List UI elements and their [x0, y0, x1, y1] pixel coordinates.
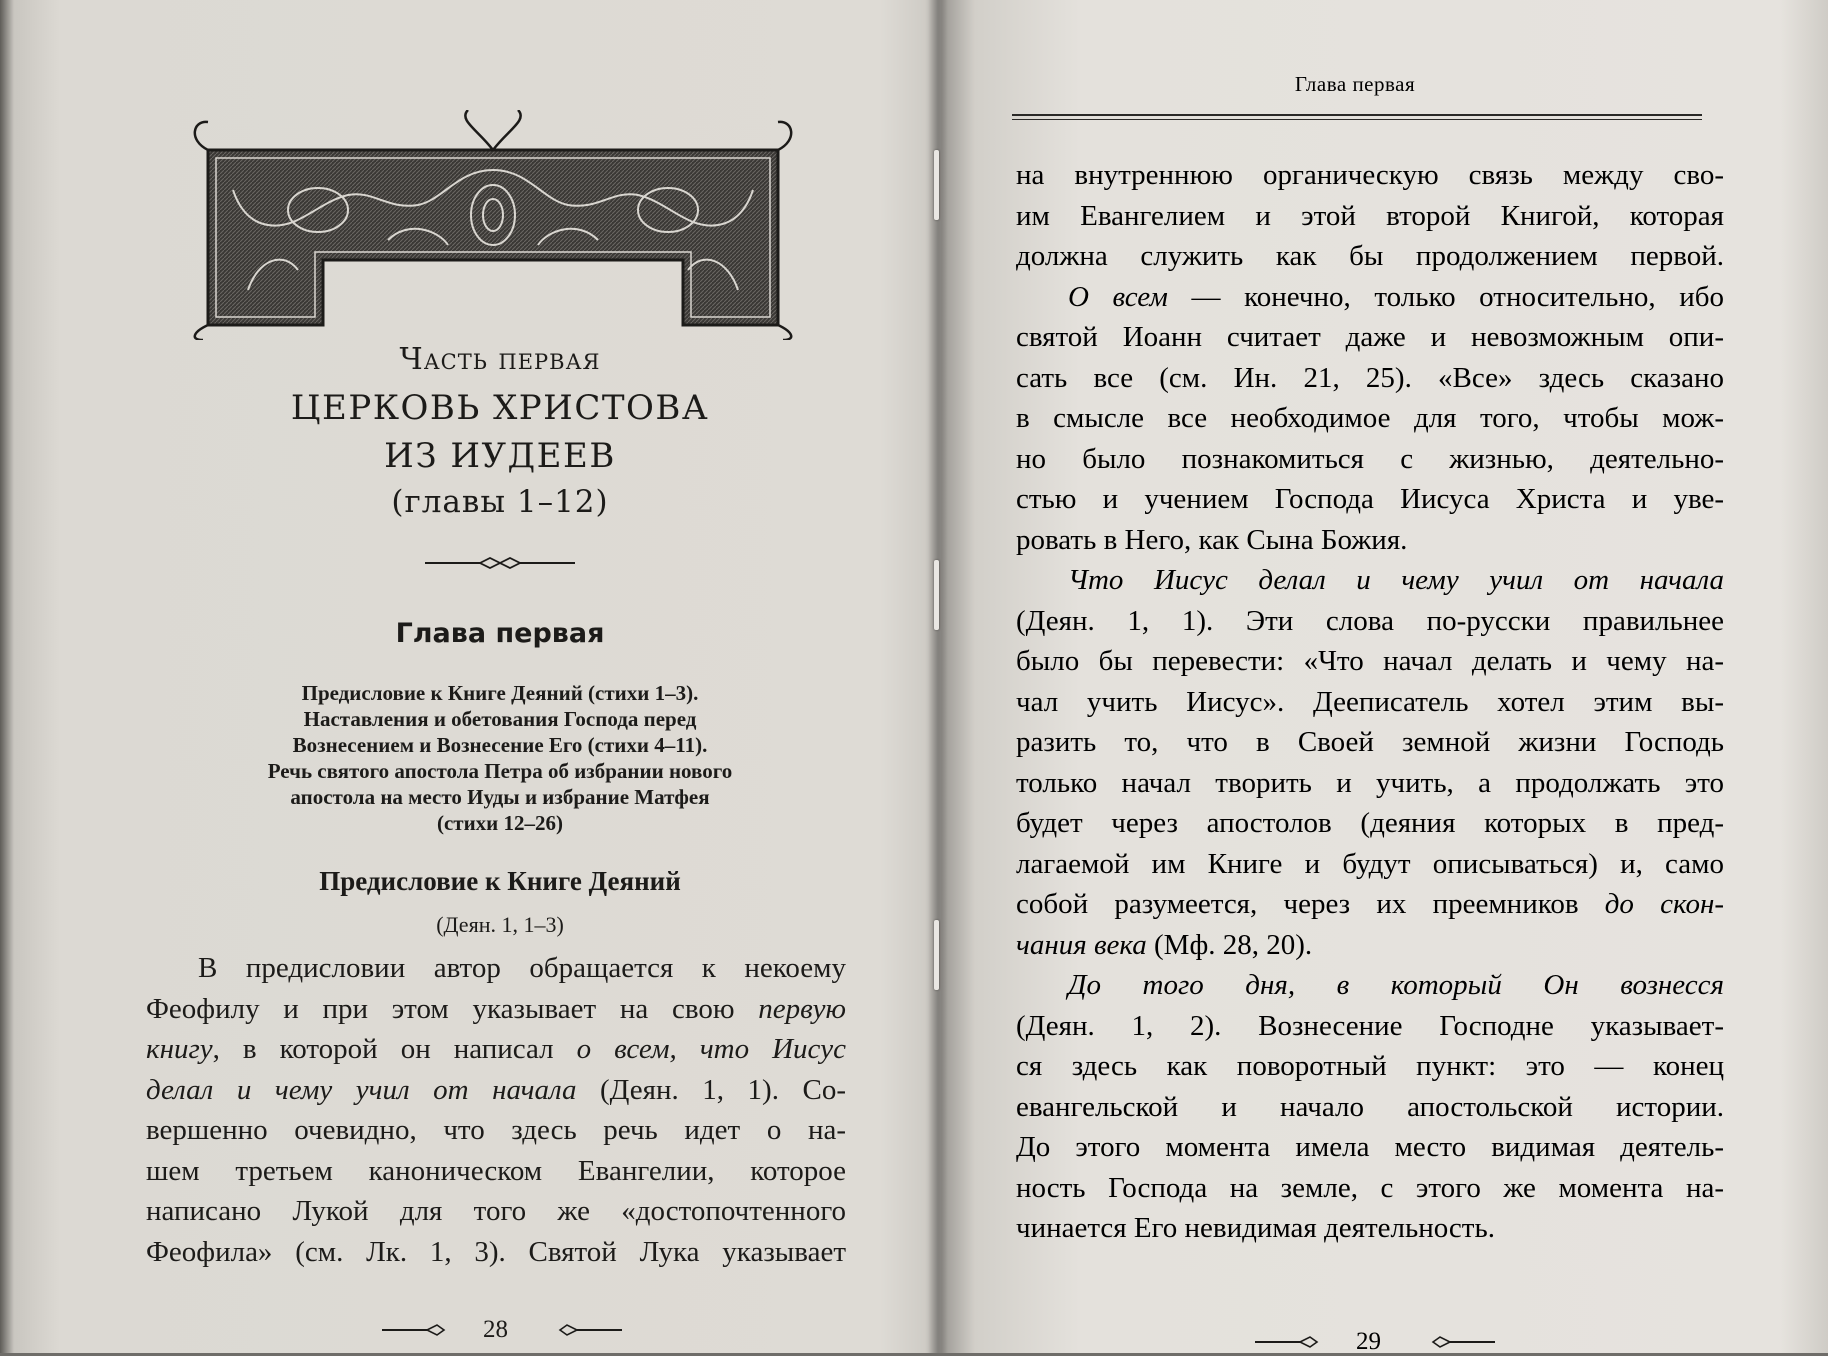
text-line: книгу, в которой он написал о всем, что Иисус	[146, 1033, 846, 1065]
text-line: на внутреннюю органическую связь между сво-	[1016, 159, 1724, 191]
text-line: ся здесь как поворотный пункт: это — конец	[1016, 1050, 1724, 1082]
synopsis-line: Речь святого апостола Петра об избрании нового	[267, 759, 733, 783]
synopsis-line: Предисловие к Книге Деяний (стихи 1–3).	[301, 681, 699, 705]
ornamental-headpiece	[188, 110, 798, 340]
text-line: должна служить как бы продолжением первой.	[1016, 240, 1724, 272]
text-line: будет через апостолов (деяния которых в пред-	[1016, 807, 1724, 839]
text-line: в смысле все необходимое для того, чтобы мож-	[1016, 402, 1724, 434]
text-line: ность Господа на земле, с этого же момента на-	[1016, 1171, 1724, 1204]
text-line: Феофилу и при этом указывает на свою первую	[146, 992, 846, 1025]
binding-stitch	[934, 920, 939, 990]
text-line: шем третьем каноническом Евангелии, которое	[146, 1154, 846, 1187]
synopsis-line: Наставления и обетования Господа перед	[303, 707, 697, 731]
page-number: 28	[483, 1316, 508, 1343]
text-line: было бы перевести: «Что начал делать и чему на-	[1016, 645, 1724, 677]
text-line: стью и учением Господа Иисуса Христа и уве-	[1016, 483, 1724, 515]
header-rule	[1012, 114, 1702, 116]
right-body-text	[1016, 155, 1724, 1249]
part-title-line2: ИЗ ИУДЕЕВ	[384, 436, 616, 476]
text-line: О всем — конечно, только относительно, ибо	[1068, 280, 1724, 313]
text-line: Феофила» (см. Лк. 1, 3). Святой Лука указывает	[146, 1235, 846, 1268]
text-line: лагаемой им Книге и будут описываться) и, само	[1016, 847, 1724, 880]
part-label: Часть первая	[399, 342, 601, 377]
text-line: им Евангелием и этой второй Книгой, которая	[1016, 199, 1724, 232]
text-line: евангельской и начало апостольской истории.	[1016, 1090, 1724, 1123]
text-line: (Деян. 1, 2). Вознесение Господне указывает-	[1016, 1009, 1724, 1042]
text-line: чинается Его невидимая деятельность.	[1016, 1212, 1495, 1244]
synopsis-line: Вознесением и Вознесение Его (стихи 4–11).	[292, 733, 708, 757]
header-rule	[1012, 119, 1702, 120]
part-range: (главы 1–12)	[391, 484, 609, 520]
running-head: Глава первая	[1294, 72, 1416, 96]
text-line: ровать в Него, как Сына Божия.	[1016, 523, 1408, 556]
text-line: но было познакомиться с жизнью, деятельно-	[1016, 442, 1724, 475]
text-line: разить то, что в Своей земной жизни Господь	[1016, 726, 1724, 758]
text-line: написано Лукой для того же «достопочтенного	[146, 1195, 846, 1227]
text-line: собой разумеется, через их преемников до скон-	[1016, 888, 1725, 920]
ornamental-divider	[425, 554, 575, 572]
synopsis-line: (стихи 12–26)	[436, 811, 564, 835]
text-line: чал учить Иисус». Дееписатель хотел этим вы-	[1016, 685, 1724, 718]
text-line: Что Иисус делал и чему учил от начала	[1068, 564, 1724, 596]
left-body-text	[146, 948, 846, 1272]
text-line: сать все (см. Ин. 21, 25). «Все» здесь сказано	[1016, 361, 1724, 394]
page-number: 29	[1356, 1328, 1381, 1355]
section-title: Предисловие к Книге Деяний	[319, 866, 681, 896]
text-line: чания века (Мф. 28, 20).	[1016, 928, 1313, 961]
text-line: В предисловии автор обращается к некоему	[198, 952, 846, 984]
chapter-synopsis	[175, 680, 825, 836]
text-line: делал и чему учил от начала (Деян. 1, 1). Со-	[146, 1073, 846, 1106]
text-line: До того дня, в который Он вознесся	[1068, 969, 1724, 1001]
binding-stitch	[934, 560, 939, 630]
section-reference: (Деян. 1, 1–3)	[436, 912, 564, 937]
synopsis-line: апостола на место Иуды и избрание Матфея	[290, 785, 710, 809]
text-line: только начал творить и учить, а продолжать это	[1016, 766, 1724, 799]
part-title-line1: ЦЕРКОВЬ ХРИСТОВА	[290, 388, 710, 428]
text-line: вершенно очевидно, что здесь речь идет о на-	[146, 1114, 846, 1146]
text-line: святой Иоанн считает даже и невозможным опи-	[1016, 321, 1724, 353]
chapter-title: Глава первая	[395, 618, 605, 649]
text-line: До этого момента имела место видимая деятель-	[1016, 1131, 1724, 1163]
text-line: (Деян. 1, 1). Эти слова по-русски правильнее	[1016, 604, 1724, 637]
binding-stitch	[934, 150, 939, 220]
